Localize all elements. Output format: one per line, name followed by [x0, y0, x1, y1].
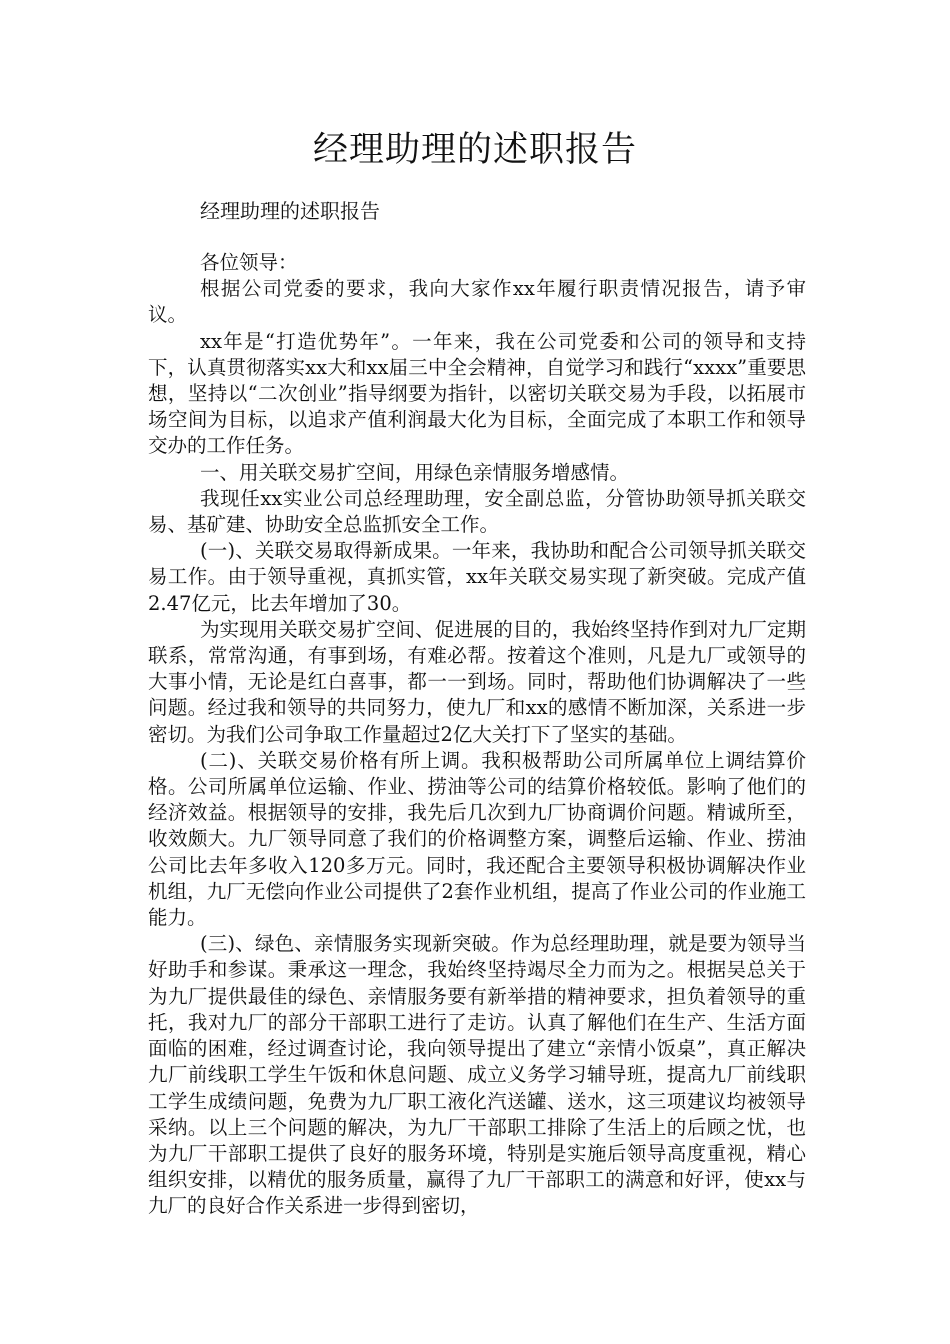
paragraph: 我现任xx实业公司总经理助理，安全副总监，分管协助领导抓关联交易、基矿建、协助安全总监抓安全工作。: [148, 486, 806, 537]
document-title: 经理助理的述职报告: [312, 130, 637, 170]
section-heading: 一、用关联交易扩空间，用绿色亲情服务增感情。: [200, 460, 630, 484]
paragraph: (三)、绿色、亲情服务实现新突破。作为总经理助理，就是要为领导当好助手和参谋。秉承这一理念，我始终坚持竭尽全力而为之。根据吴总关于为九厂提供最佳的绿色、亲情服务要有新举措的精神要求，担负着领导的重托，我对九厂的部分干部职工进行了走访。认真了解他们在生产、生活方面面临的困难，经过调查讨论，我向领导提出了建立“亲情小饭桌”，真正解决九厂前线职工学生午饭和休息问题、成立义务学习辅导班，提高九厂前线职工学生成绩问题，免费为九厂职工液化汽送罐、送水，这三项建议均被领导采纳。以上三个问题的解决，为九厂干部职工排除了生活上的后顾之忧，也为九厂干部职工提供了良好的服务环境，特别是实施后领导高度重视，精心组织安排，以精优的服务质量，赢得了九厂干部职工的满意和好评，使xx与九厂的良好合作关系进一步得到密切，: [148, 932, 806, 1218]
salutation: 各位领导：: [200, 251, 298, 274]
document-subtitle: 经理助理的述职报告: [200, 199, 380, 223]
paragraph: 为实现用关联交易扩空间、促进展的目的，我始终坚持作到对九厂定期联系，常常沟通，有事到场，有难必帮。按着这个准则，凡是九厂或领导的大事小情，无论是红白喜事，都一一到场。同时，帮助他们协调解决了一些问题。经过我和领导的共同努力，使九厂和xx的感情不断加深，关系进一步密切。为我们公司争取工作量超过2亿大关打下了坚实的基础。: [148, 617, 806, 746]
paragraph: 根据公司党委的要求，我向大家作xx年履行职责情况报告，请予审议。: [148, 277, 806, 327]
paragraph: (二)、关联交易价格有所上调。我积极帮助公司所属单位上调结算价格。公司所属单位运输、作业、捞油等公司的结算价格较低。影响了他们的经济效益。根据领导的安排，我先后几次到九厂协商调价问题。精诚所至，收效颇大。九厂领导同意了我们的价格调整方案，调整后运输、作业、捞油公司比去年多收入120多万元。同时，我还配合主要领导积极协调解决作业机组，九厂无偿向作业公司提供了2套作业机组，提高了作业公司的作业施工能力。: [148, 748, 806, 930]
paragraph: (一)、关联交易取得新成果。一年来，我协助和配合公司领导抓关联交易工作。由于领导重视，真抓实管，xx年关联交易实现了新突破。完成产值2.47亿元，比去年增加了30。: [148, 539, 806, 615]
paragraph: xx年是“打造优势年”。一年来，我在公司党委和公司的领导和支持下，认真贯彻落实xx大和xx届三中全会精神，自觉学习和践行“xxxx”重要思想，坚持以“二次创业”指导纲要为指针，以密切关联交易为手段，以拓展市场空间为目标，以追求产值利润最大化为目标，全面完成了本职工作和领导交办的工作任务。: [148, 329, 806, 458]
document-body: [148, 250, 806, 1220]
